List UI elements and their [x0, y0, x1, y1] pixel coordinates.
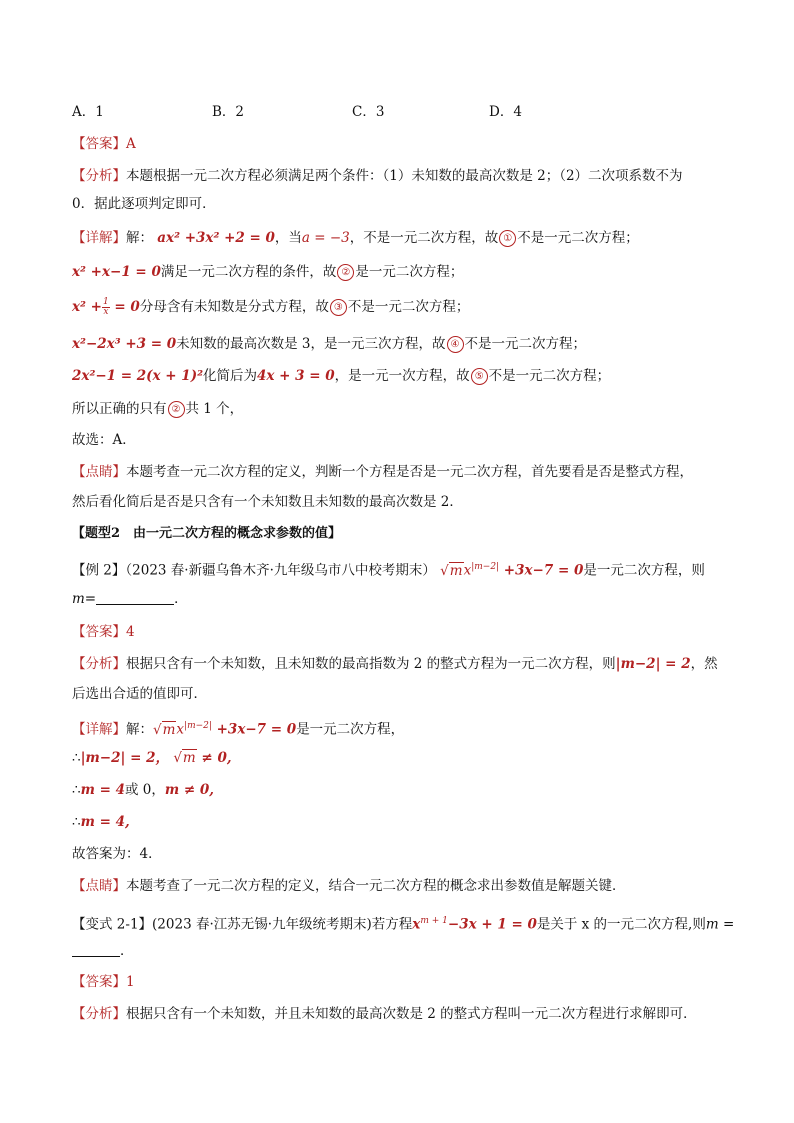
detail-1-line5: [72, 366, 734, 386]
text: 不是一元二次方程；: [517, 230, 639, 246]
analysis-1-line1: [72, 166, 734, 186]
circled-number-5: ⑤: [471, 368, 488, 385]
comment-1-line1: [72, 462, 734, 482]
choices-row: [72, 102, 734, 122]
detail-2-line4: [72, 812, 734, 832]
example-2-line1: [72, 557, 734, 581]
detail-1-line6: [72, 399, 734, 419]
equation: |m−2| = 2: [615, 656, 691, 672]
equation: −3x + 1 = 0: [447, 916, 537, 933]
equation: ≠ 0,: [196, 750, 232, 766]
text: 是关于 x 的一元二次方程,则: [536, 916, 706, 933]
text: ，是一元一次方程，故: [334, 368, 470, 384]
comment-1-line2: 然后看化简后是否是只含有一个未知数且未知数的最高次数是 2．: [72, 494, 463, 510]
detail-2-line2: [72, 748, 734, 768]
analysis-tag: 【分析】: [72, 1006, 126, 1022]
text: 化简后为: [203, 368, 258, 384]
equation: m ≠ 0,: [164, 782, 214, 798]
answer-blank[interactable]: [72, 956, 120, 957]
equation-5b: 4x + 3 = 0: [257, 368, 335, 384]
text: (2023 春·江苏无锡·九年级统考期末)若方程: [152, 916, 413, 933]
circled-number-3: ③: [330, 299, 347, 316]
analysis-tag: 【分析】: [72, 168, 126, 184]
text: 所以正确的只有: [72, 401, 167, 417]
detail-tag: 【详解】: [72, 721, 126, 738]
equation-3-part: x² +: [72, 299, 102, 315]
circled-number-4: ④: [447, 336, 464, 353]
variant-2-1-line2: [72, 941, 734, 961]
therefore: ∴: [72, 814, 81, 830]
exponent: |m−2|: [184, 721, 212, 731]
answer-2: [72, 622, 734, 642]
equation-1b: a = −3: [301, 230, 350, 246]
comment-tag: 【点睛】: [72, 878, 126, 894]
equation: +3x−7 = 0: [499, 562, 584, 579]
analysis-2-line2: 后选出合适的值即可．: [72, 686, 207, 702]
analysis-3: [72, 1004, 734, 1024]
answer-1: [72, 134, 734, 154]
var: x: [176, 721, 185, 738]
equation-1: ax² +3x² +2 = 0: [157, 230, 275, 246]
detail-2-line3: [72, 780, 734, 800]
circled-number-1: ①: [499, 230, 516, 247]
equation: m =: [705, 916, 735, 933]
detail-1-line4: [72, 334, 734, 354]
text: 满足一元二次方程的条件，故: [160, 264, 337, 280]
text: 分母含有未知数是分式方程，故: [139, 299, 329, 315]
text: ，当: [274, 230, 302, 246]
therefore: ∴: [72, 750, 81, 766]
text: 是一元二次方程，则: [583, 562, 705, 579]
detail-1-line1: [72, 228, 734, 248]
text: 未知数的最高次数是 3，是一元三次方程，故: [176, 336, 446, 352]
radicand: m: [182, 750, 196, 766]
text: 不是一元二次方程；: [488, 368, 611, 384]
equation-4: x²−2x³ +3 = 0: [72, 336, 177, 352]
detail-1-line2: [72, 262, 734, 282]
answer-blank[interactable]: [96, 604, 174, 605]
text: 根据只含有一个未知数，且未知数的最高指数为 2 的整式方程为一元二次方程，则: [126, 656, 616, 672]
exponent: m + 1: [420, 916, 448, 926]
example-source: （2023 春·新疆乌鲁木齐·九年级乌市八中校考期末）: [125, 562, 436, 579]
example-2-line2: [72, 589, 734, 609]
exponent: |m−2|: [471, 562, 500, 572]
detail-1-line3: [72, 297, 734, 317]
var: x: [463, 562, 472, 579]
answer-value: 4: [126, 624, 135, 640]
text: 或 0，: [124, 782, 165, 798]
sqrt-m: √m: [153, 721, 176, 738]
circled-number-6: ②: [168, 401, 185, 418]
analysis-tag: 【分析】: [72, 656, 126, 672]
analysis-text: 本题根据一元二次方程必须满足两个条件：（1）未知数的最高次数是 2；（2）二次项系数不为: [126, 168, 683, 184]
example-tag: 【例 2】: [72, 562, 126, 579]
detail-2-line1: [72, 716, 734, 740]
therefore: ∴: [72, 782, 81, 798]
equation-5: 2x²−1 = 2(x + 1)²: [72, 368, 204, 384]
text: ，不是一元二次方程，故: [349, 230, 499, 246]
text: ，然: [690, 656, 718, 672]
answer-value: A: [126, 136, 136, 152]
choice-b: B．2: [212, 104, 245, 120]
fraction: [102, 298, 110, 317]
text: ．: [174, 591, 188, 607]
equation-2: x² +x−1 = 0: [72, 264, 161, 280]
analysis-2-line1: [72, 654, 734, 674]
sqrt-m: √m: [440, 562, 463, 579]
answer-tag: 【答案】: [72, 624, 126, 640]
text: m=: [72, 591, 97, 607]
answer-value: 1: [126, 974, 135, 990]
radicand: m: [449, 562, 463, 579]
radicand: m: [162, 721, 176, 738]
sqrt-m: √m: [173, 750, 196, 766]
equation: m = 4: [80, 782, 125, 798]
comment-tag: 【点睛】: [72, 464, 126, 480]
choice-d: D．4: [489, 104, 522, 120]
text: 本题考查一元二次方程的定义，判断一个方程是否是一元二次方程，首先要看是否是整式方程，: [126, 464, 693, 480]
numerator: 1: [102, 297, 109, 307]
text: 共 1 个，: [185, 401, 244, 417]
text: 解：: [126, 721, 153, 738]
equation-3-rest: = 0: [109, 299, 140, 315]
answer-tag: 【答案】: [72, 974, 126, 990]
detail-prefix: 解：: [126, 230, 153, 246]
detail-1-line7: 故选：A．: [72, 432, 136, 448]
denominator: x: [103, 307, 109, 317]
answer-3: [72, 972, 734, 992]
var: x: [412, 916, 421, 933]
text: 不是一元二次方程；: [464, 336, 587, 352]
text: 本题考查了一元二次方程的定义，结合一元二次方程的概念求出参数值是解题关键．: [126, 878, 626, 894]
equation: |m−2| = 2，: [80, 750, 170, 766]
variant-tag: 【变式 2-1】: [72, 916, 153, 933]
analysis-1-line2: 0．据此逐项判定即可．: [72, 196, 216, 212]
text: 根据只含有一个未知数，并且未知数的最高次数是 2 的整式方程叫一元二次方程进行求解即可．: [126, 1006, 697, 1022]
choice-a: A．1: [72, 104, 104, 120]
equation: m = 4,: [80, 814, 130, 830]
comment-2: [72, 876, 734, 896]
circled-number-2: ②: [337, 264, 354, 281]
choice-c: C．3: [352, 104, 385, 120]
equation: +3x−7 = 0: [211, 721, 297, 738]
text: 是一元二次方程，: [296, 721, 405, 738]
section-heading-2: 【题型2 由一元二次方程的概念求参数的值】: [72, 526, 342, 541]
text: 不是一元二次方程；: [347, 299, 470, 315]
text: 是一元二次方程；: [355, 264, 464, 280]
detail-2-line5: 故答案为：4．: [72, 846, 162, 862]
answer-tag: 【答案】: [72, 136, 126, 152]
variant-2-1-line1: [72, 911, 734, 935]
text: ．: [120, 943, 134, 959]
detail-tag: 【详解】: [72, 230, 126, 246]
